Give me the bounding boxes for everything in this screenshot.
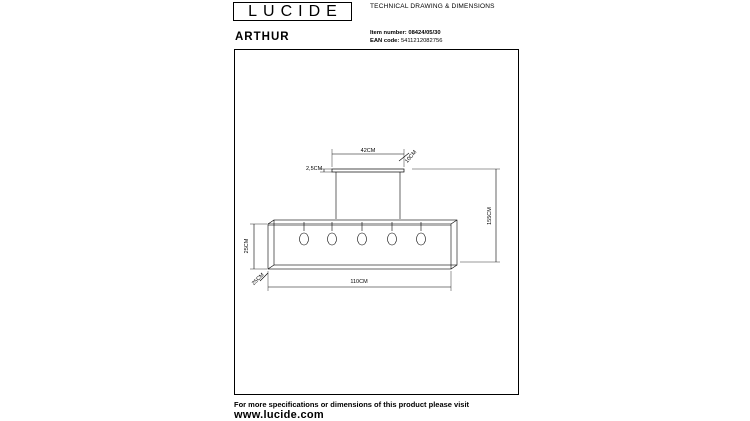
ean-row	[370, 38, 442, 44]
canopy	[332, 169, 404, 172]
item-number-label: Item number:	[370, 30, 407, 36]
label-canopy-width: 42CM	[360, 148, 376, 154]
document-type: TECHNICAL DRAWING & DIMENSIONS	[370, 3, 495, 10]
lucide-logo: LUCIDE	[233, 2, 352, 21]
product-name: ARTHUR	[235, 31, 290, 43]
footer-more-info: For more specifications or dimensions of this product please visit	[234, 400, 470, 409]
label-body-height: 25CM	[244, 238, 250, 254]
technical-drawing	[234, 49, 519, 395]
footer-website-link[interactable]: www.lucide.com	[234, 409, 324, 421]
label-canopy-depth: 10CM	[404, 149, 419, 165]
label-total-height: 155CM	[487, 207, 493, 225]
label-body-length: 110CM	[350, 279, 368, 285]
item-number-value: 08424/05/30	[408, 30, 441, 36]
label-canopy-height: 2,5CM	[306, 166, 323, 172]
label-body-depth: 25CM	[251, 272, 266, 287]
item-number-row	[370, 30, 441, 36]
ean-value: 5411212082756	[400, 38, 443, 44]
lamp-frame	[268, 220, 457, 269]
ean-label: EAN code:	[370, 38, 400, 44]
